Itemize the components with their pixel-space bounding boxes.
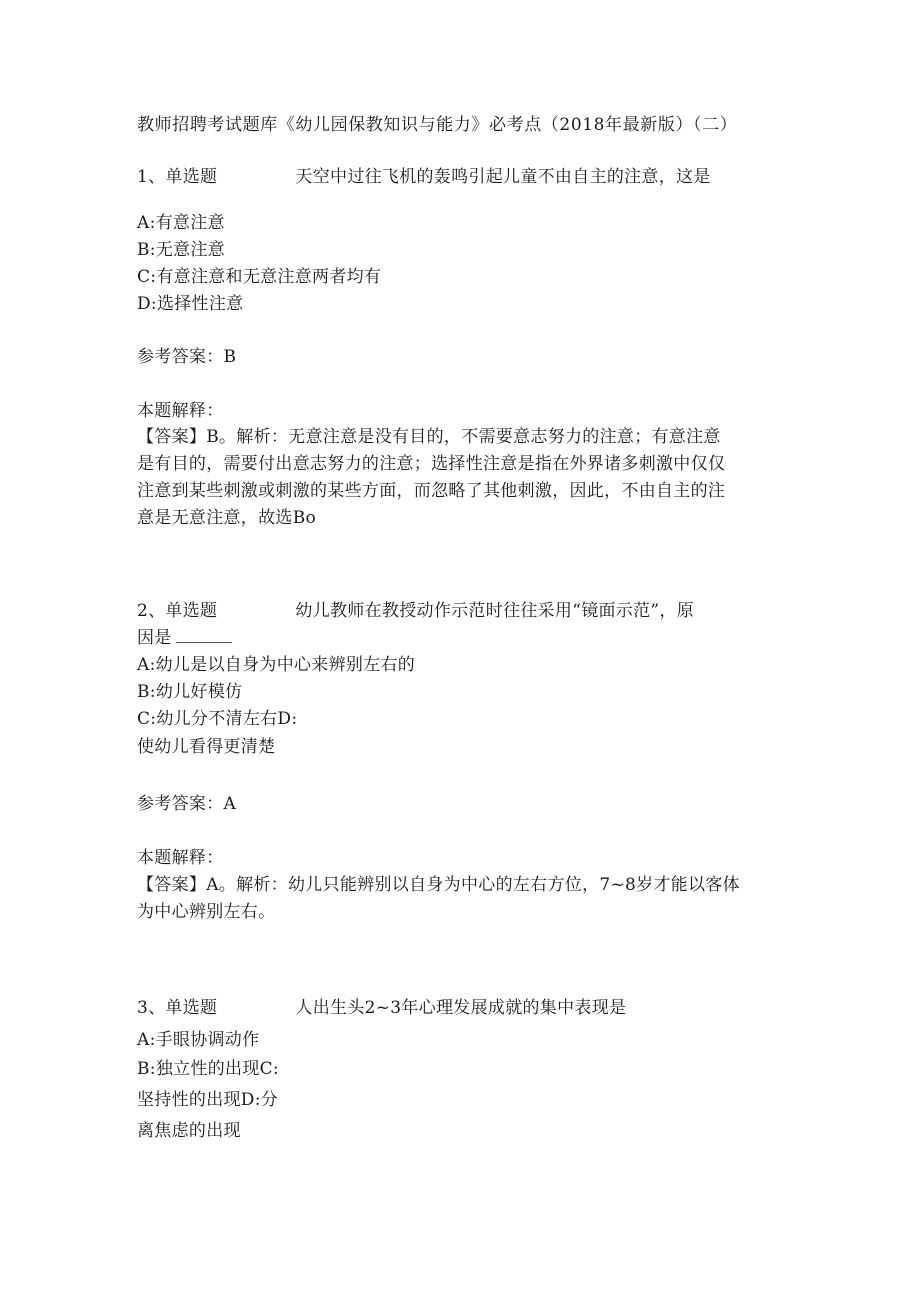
- question-1-header: [137, 166, 711, 188]
- question-type: 单选题: [165, 998, 218, 1018]
- question-type: 单选题: [165, 601, 218, 621]
- question-stem: 天空中过往飞机的轰鸣引起儿童不由自主的注意，这是: [295, 167, 711, 187]
- question-number: 3、: [137, 998, 166, 1018]
- document-title: 教师招聘考试题库《幼儿园保教知识与能力》必考点（2018年最新版）（二）: [137, 115, 738, 135]
- answer-line: [137, 346, 236, 368]
- question-type: 单选题: [165, 167, 218, 187]
- option-d: 使幼儿看得更清楚: [137, 737, 276, 757]
- question-3-header: [137, 997, 626, 1019]
- option-c: C:幼儿分不清左右D:: [137, 709, 298, 729]
- option-a: A:手眼协调动作: [137, 1030, 260, 1050]
- option-a: A:有意注意: [137, 213, 225, 233]
- answer-line: [137, 793, 236, 815]
- explanation-line: 意是无意注意，故选Bo: [137, 508, 317, 528]
- explanation-line: 注意到某些刺激或刺激的某些方面，而忽略了其他刺激，因此，不由自主的注: [137, 481, 726, 501]
- option-b: B:独立性的出现C:: [137, 1059, 279, 1079]
- question-stem: 人出生头2~3年心理发展成就的集中表现是: [295, 998, 627, 1018]
- answer-value: A: [223, 794, 237, 814]
- explanation-label: 本题解释：: [137, 401, 224, 421]
- question-stem: 幼儿教师在教授动作示范时往往采用“镜面示范”，原: [295, 601, 695, 621]
- question-2-header: [137, 600, 694, 622]
- option-b: B:幼儿好模仿: [137, 682, 243, 702]
- option-d: 离焦虑的出现: [137, 1121, 241, 1141]
- explanation-line: 是有目的，需要付出意志努力的注意；选择性注意是指在外界诸多刺激中仅仅: [137, 454, 726, 474]
- explanation-label: 本题解释：: [137, 848, 224, 868]
- answer-label: 参考答案：: [137, 794, 224, 814]
- question-number: 2、: [137, 601, 166, 621]
- question-stem-continued: 因是: [137, 627, 232, 649]
- explanation-line: 【答案】A。解析：幼儿只能辨别以自身为中心的左右方位，7~8岁才能以客体: [137, 875, 740, 895]
- explanation-line: 为中心辨别左右。: [137, 902, 276, 922]
- option-c: 坚持性的出现D:分: [137, 1090, 279, 1110]
- answer-blank: [176, 627, 232, 643]
- option-d: D:选择性注意: [137, 294, 244, 314]
- answer-value: B: [223, 347, 237, 367]
- answer-label: 参考答案：: [137, 347, 224, 367]
- option-c: C:有意注意和无意注意两者均有: [137, 267, 382, 287]
- explanation-line: 【答案】B。解析：无意注意是没有目的，不需要意志努力的注意；有意注意: [137, 427, 721, 447]
- option-b: B:无意注意: [137, 240, 226, 260]
- option-a: A:幼儿是以自身为中心来辨别左右的: [137, 655, 416, 675]
- question-number: 1、: [137, 167, 166, 187]
